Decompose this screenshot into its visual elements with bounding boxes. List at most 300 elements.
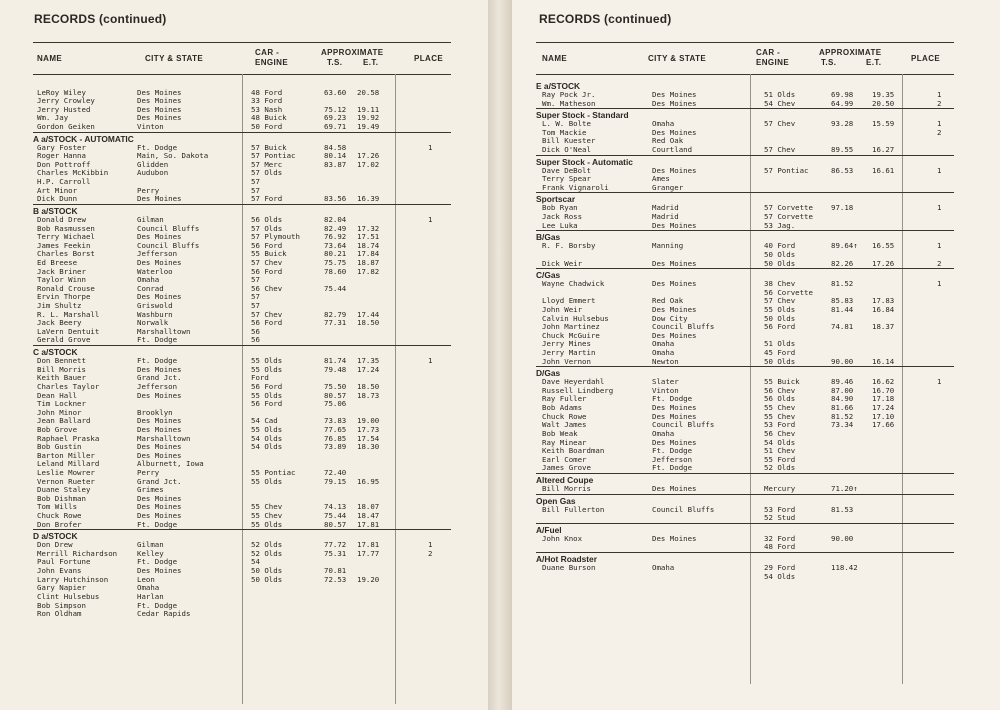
cell-ts: 89.64↑	[831, 241, 858, 251]
cell-city: Des Moines	[137, 292, 182, 302]
cell-city: Madrid	[652, 203, 679, 213]
cell-city: Ft. Dodge	[137, 519, 178, 529]
cell-name: Bob Simpson	[37, 600, 86, 610]
cell-ts: 93.28	[831, 119, 854, 129]
cell-name: Charles McKibbin	[37, 168, 109, 178]
cell-ts: 79.48	[324, 364, 347, 374]
cell-car: 50 Olds	[764, 313, 796, 323]
table-row	[536, 514, 954, 523]
cell-city: Washburn	[137, 309, 173, 319]
table-row	[33, 383, 451, 392]
cell-et: 18.07	[357, 502, 380, 512]
cell-ts: 70.81	[324, 566, 347, 576]
cell-city: Des Moines	[137, 493, 182, 503]
cell-name: Merrill Richardson	[37, 548, 118, 558]
cell-city: Des Moines	[137, 96, 182, 106]
cell-city: Conrad	[137, 283, 164, 293]
record-category	[33, 204, 451, 345]
table-row	[33, 187, 451, 196]
cell-car: 50 Olds	[764, 356, 796, 366]
cell-car: 54 Olds	[251, 433, 283, 443]
cell-name: Wm. Jay	[37, 113, 69, 123]
table-row	[33, 106, 451, 115]
cell-car: 51 Olds	[764, 339, 796, 349]
cell-name: R. L. Marshall	[37, 309, 100, 319]
cell-city: Grimes	[137, 485, 164, 495]
cell-ts: 73.83	[324, 416, 347, 426]
cell-car: 57	[251, 177, 260, 187]
cell-car: 32 Ford	[764, 533, 796, 543]
cell-city: Red Oak	[652, 136, 684, 146]
cell-name: H.P. Carroll	[37, 177, 91, 187]
cell-ts: 80.14	[324, 151, 347, 161]
table-row	[33, 409, 451, 418]
cell-ts: 81.52	[831, 279, 854, 289]
cell-car: 56 Ford	[251, 318, 283, 328]
table-row	[536, 184, 954, 193]
cell-city: Des Moines	[137, 511, 182, 521]
cell-name: Jerry Martin	[542, 348, 596, 358]
cell-et: 16.70	[872, 385, 895, 395]
cell-ts: 87.00	[831, 385, 854, 395]
cell-car: 52 Olds	[251, 548, 283, 558]
cell-ts: 89.46	[831, 377, 854, 387]
table-row	[33, 443, 451, 452]
cell-car: 55 Olds	[251, 390, 283, 400]
cell-name: Donald Drew	[37, 214, 86, 224]
category-label: A/Hot Roadster	[536, 553, 597, 564]
cell-car: 57	[251, 301, 260, 311]
cell-name: LaVern Dentuit	[37, 326, 100, 336]
cell-ts: 72.53	[324, 574, 347, 584]
cell-car: 55 Olds	[251, 476, 283, 486]
table-row	[536, 129, 954, 138]
category-label: E a/STOCK	[536, 81, 581, 91]
table-row	[536, 506, 954, 515]
category-label: Altered Coupe	[536, 474, 594, 485]
cell-car: 57	[251, 292, 260, 302]
cell-ts: 72.40	[324, 467, 347, 477]
table-row	[536, 430, 954, 439]
cell-et: 16.14	[872, 356, 895, 366]
cell-car: 38 Chev	[764, 279, 796, 289]
cell-car: 50 Olds	[251, 566, 283, 576]
table-row	[33, 233, 451, 242]
cell-city: Des Moines	[137, 232, 182, 242]
cell-name: Bob Gustin	[37, 442, 82, 452]
cell-city: Glidden	[137, 159, 169, 169]
cell-city: Des Moines	[652, 98, 697, 108]
cell-et: 19.35	[872, 90, 895, 99]
cell-et: 17.51	[357, 232, 380, 242]
cell-et: 18.74	[357, 240, 380, 250]
cell-name: Chuck Rowe	[542, 411, 587, 421]
cell-car: 29 Ford	[764, 562, 796, 572]
cell-city: Madrid	[652, 212, 679, 222]
cell-city: Jefferson	[652, 454, 693, 464]
cell-car: 52 Olds	[764, 463, 796, 473]
record-category	[536, 523, 954, 552]
cell-car: 56 Ford	[764, 322, 796, 332]
table-row	[33, 311, 451, 320]
cell-name: Tom Wills	[37, 502, 78, 512]
cell-name: Bob Weak	[542, 428, 578, 438]
cell-name: Terry Wichael	[37, 232, 95, 242]
table-row	[33, 469, 451, 478]
cell-ts: 75.12	[324, 104, 347, 114]
table-row	[33, 293, 451, 302]
cell-et: 17.24	[357, 364, 380, 374]
cell-city: Des Moines	[137, 390, 182, 400]
cell-car: 56 Ford	[251, 381, 283, 391]
cell-city: Council Bluffs	[652, 504, 715, 514]
cell-name: Keith Bauer	[37, 373, 86, 383]
table-row	[33, 558, 451, 567]
cell-city: Des Moines	[137, 364, 182, 374]
category-label: B/Gas	[536, 232, 561, 243]
cell-car: 52 Olds	[251, 540, 283, 550]
cell-name: R. F. Borsby	[542, 241, 596, 251]
cell-ts: 73.64	[324, 240, 347, 250]
cell-city: Audubon	[137, 168, 169, 178]
column-header	[33, 42, 451, 75]
category-label: D/Gas	[536, 368, 561, 379]
cell-et: 15.59	[872, 119, 895, 129]
table-row	[33, 144, 451, 153]
records-table	[536, 80, 954, 581]
record-category	[33, 80, 451, 132]
cell-et: 18.87	[357, 257, 380, 267]
header-ts: T.S.	[327, 58, 343, 67]
cell-et: 17.81	[357, 519, 380, 529]
cell-name: Duane Burson	[542, 562, 596, 572]
cell-ts: 82.26	[831, 258, 854, 268]
cell-car: 50 Olds	[764, 258, 796, 268]
cell-car: 56 Olds	[251, 214, 283, 224]
cell-city: Des Moines	[137, 257, 182, 267]
cell-name: Bob Grove	[37, 424, 78, 434]
cell-name: Raphael Praska	[37, 433, 100, 443]
cell-city: Des Moines	[652, 411, 697, 421]
cell-et: 20.58	[357, 87, 380, 97]
cell-name: John Minor	[37, 407, 82, 417]
table-row	[33, 400, 451, 409]
cell-ts: 75.44	[324, 283, 347, 293]
cell-ts: 81.53	[831, 504, 854, 514]
cell-name: John Vernon	[542, 356, 591, 366]
cell-car: 57 Pontiac	[251, 151, 296, 161]
cell-car: 52 Stud	[764, 513, 796, 523]
cell-name: Leslie Mowrer	[37, 467, 95, 477]
category-label: A a/STOCK - AUTOMATIC	[33, 133, 134, 144]
cell-name: Duane Staley	[37, 485, 91, 495]
cell-name: Ray Fuller	[542, 394, 587, 404]
cell-name: Jean Ballard	[37, 416, 91, 426]
record-category	[536, 552, 954, 581]
cell-ts: 76.85	[324, 433, 347, 443]
cell-ts: 90.00	[831, 356, 854, 366]
cell-ts: 69.71	[324, 122, 347, 132]
cell-city: Alburnett, Iowa	[137, 459, 204, 469]
cell-name: Dave DeBolt	[542, 165, 591, 175]
cell-ts: 77.65	[324, 424, 347, 434]
cell-name: Gordon Geiken	[37, 122, 95, 132]
cell-place: 1	[428, 214, 433, 224]
cell-city: Des Moines	[137, 502, 182, 512]
cell-city: Des Moines	[652, 483, 697, 493]
cell-city: Manning	[652, 241, 684, 251]
cell-city: Courtland	[652, 145, 693, 155]
header-approximate: APPROXIMATE	[321, 48, 384, 57]
cell-car: 55 Ford	[764, 454, 796, 464]
cell-car: 54 Olds	[764, 437, 796, 447]
cell-et: 17.81	[357, 540, 380, 550]
table-row	[536, 543, 954, 552]
cell-city: Newton	[652, 356, 679, 366]
cell-ts: 74.13	[324, 502, 347, 512]
cell-car: 50 Olds	[251, 574, 283, 584]
cell-car: 57 Plymouth	[251, 232, 300, 242]
cell-car: 56 Ford	[251, 399, 283, 409]
table-row	[536, 100, 954, 109]
cell-city: Des Moines	[652, 304, 697, 314]
cell-name: Roger Hanna	[37, 151, 86, 161]
cell-city: Waterloo	[137, 266, 173, 276]
header-engine: ENGINE	[756, 58, 790, 67]
cell-et: 16.84	[872, 304, 895, 314]
cell-et: 17.26	[357, 151, 380, 161]
cell-city: Jefferson	[137, 381, 178, 391]
cell-et: 16.55	[872, 241, 895, 251]
cell-car: 56 Chev	[764, 428, 796, 438]
cell-car: 40 Ford	[764, 241, 796, 251]
table-row	[33, 268, 451, 277]
cell-car: 56 Ford	[251, 266, 283, 276]
cell-city: Des Moines	[137, 450, 182, 460]
header-car: CAR -	[255, 48, 280, 57]
cell-ts: 118.42	[831, 562, 858, 572]
cell-ts: 89.55	[831, 145, 854, 155]
cell-name: Jack Beery	[37, 318, 82, 328]
record-category	[536, 192, 954, 230]
cell-car: 54	[251, 557, 260, 567]
cell-car: Mercury	[764, 483, 796, 493]
header-place: PLACE	[414, 54, 444, 63]
record-category	[536, 268, 954, 366]
cell-name: Dick Dunn	[37, 194, 78, 204]
cell-car: 53 Nash	[251, 104, 283, 114]
record-category	[536, 80, 954, 108]
cell-city: Des Moines	[137, 194, 182, 204]
cell-et: 18.37	[872, 322, 895, 332]
cell-place: 1	[937, 203, 942, 213]
cell-car: 55 Chev	[764, 411, 796, 421]
cell-et: 19.49	[357, 122, 380, 132]
category-label: Open Gas	[536, 495, 576, 506]
left-page	[0, 0, 488, 710]
cell-city: Grand Jct.	[137, 373, 182, 383]
cell-car: 57 Corvette	[764, 212, 813, 222]
cell-car: 57 Chev	[764, 119, 796, 129]
table-row	[33, 460, 451, 469]
cell-ts: 82.79	[324, 309, 347, 319]
cell-city: Vinton	[137, 122, 164, 132]
cell-name: Gary Napier	[37, 583, 86, 593]
cell-name: Dick O'Neal	[542, 145, 591, 155]
cell-city: Des Moines	[652, 165, 697, 175]
cell-ts: 82.04	[324, 214, 347, 224]
cell-et: 19.00	[357, 416, 380, 426]
table-row	[33, 512, 451, 521]
cell-name: Dean Hall	[37, 390, 78, 400]
cell-place: 1	[428, 540, 433, 550]
table-row	[536, 120, 954, 129]
cell-city: Granger	[652, 182, 684, 192]
cell-city: Ft. Dodge	[137, 557, 178, 567]
table-row	[33, 242, 451, 251]
cell-ts: 63.60	[324, 87, 347, 97]
cell-name: Jack Briner	[37, 266, 86, 276]
cell-name: Chuck Rowe	[37, 511, 82, 521]
cell-city: Omaha	[652, 428, 675, 438]
cell-ts: 64.99	[831, 98, 854, 108]
cell-ts: 75.44	[324, 511, 347, 521]
table-row	[536, 456, 954, 465]
cell-name: Calvin Hulsebus	[542, 313, 609, 323]
cell-city: Slater	[652, 377, 679, 387]
cell-car: 57	[251, 275, 260, 285]
cell-city: Vinton	[652, 385, 679, 395]
cell-ts: 77.72	[324, 540, 347, 550]
cell-city: Brooklyn	[137, 407, 173, 417]
table-row	[33, 216, 451, 225]
table-row	[33, 178, 451, 187]
cell-city: Gilman	[137, 214, 164, 224]
category-label: C/Gas	[536, 270, 561, 281]
cell-car: 57 Ford	[251, 194, 283, 204]
table-row	[33, 366, 451, 375]
cell-name: Frank Vignaroli	[542, 182, 609, 192]
cell-car: 48 Ford	[251, 87, 283, 97]
category-label: Super Stock - Standard	[536, 110, 629, 121]
cell-name: Keith Boardman	[542, 446, 605, 456]
header-ts: T.S.	[821, 58, 837, 67]
cell-city: Omaha	[652, 339, 675, 349]
table-row	[33, 602, 451, 611]
cell-name: Jerry Mines	[542, 339, 591, 349]
cell-name: Bill Morris	[37, 364, 86, 374]
cell-et: 17.82	[357, 266, 380, 276]
cell-et: 17.10	[872, 411, 895, 421]
cell-place: 2	[937, 127, 942, 137]
cell-ts: 74.81	[831, 322, 854, 332]
cell-et: 16.39	[357, 194, 380, 204]
cell-name: Ed Breese	[37, 257, 78, 267]
header-engine: ENGINE	[255, 58, 289, 67]
record-category	[33, 345, 451, 529]
cell-car: 56	[251, 335, 260, 345]
cell-car: 55 Chev	[764, 403, 796, 413]
cell-et: 17.77	[357, 548, 380, 558]
cell-name: Earl Comer	[542, 454, 587, 464]
table-row	[536, 167, 954, 176]
cell-car: 55 Chev	[251, 511, 283, 521]
cell-name: John Martinez	[542, 322, 600, 332]
cell-car: 51 Chev	[764, 446, 796, 456]
table-row	[33, 593, 451, 602]
table-row	[33, 357, 451, 366]
cell-name: Don Drew	[37, 540, 73, 550]
cell-et: 17.83	[872, 296, 895, 306]
cell-name: Gary Foster	[37, 142, 86, 152]
table-row	[33, 89, 451, 98]
cell-name: Lloyd Emmert	[542, 296, 596, 306]
cell-city: Ft. Dodge	[137, 356, 178, 366]
cell-name: Bob Adams	[542, 403, 583, 413]
cell-car: 53 Ford	[764, 420, 796, 430]
cell-ts: 81.44	[831, 304, 854, 314]
cell-et: 18.73	[357, 390, 380, 400]
cell-city: Des Moines	[137, 442, 182, 452]
cell-car: 56 Ford	[251, 240, 283, 250]
cell-name: Chuck McGuire	[542, 330, 600, 340]
table-row	[536, 332, 954, 341]
header-place: PLACE	[911, 54, 941, 63]
cell-city: Council Bluffs	[652, 420, 715, 430]
cell-car: 57	[251, 185, 260, 195]
cell-car: 57 Olds	[251, 168, 283, 178]
cell-car: 56 Chev	[764, 385, 796, 395]
cell-name: Russell Lindberg	[542, 385, 614, 395]
cell-name: Leland Millard	[37, 459, 100, 469]
table-row	[33, 435, 451, 444]
cell-city: Ft. Dodge	[137, 600, 178, 610]
cell-city: Leon	[137, 574, 155, 584]
cell-place: 1	[428, 356, 433, 366]
cell-city: Ames	[652, 174, 670, 184]
cell-et: 17.54	[357, 433, 380, 443]
cell-et: 16.61	[872, 165, 895, 175]
table-row	[33, 550, 451, 559]
table-row	[536, 204, 954, 213]
table-row	[33, 521, 451, 530]
cell-place: 1	[937, 90, 942, 99]
cell-city: Kelley	[137, 548, 164, 558]
cell-place: 1	[937, 165, 942, 175]
cell-car: 57 Olds	[251, 223, 283, 233]
category-label: B a/STOCK	[33, 205, 78, 216]
header-et: E.T.	[363, 58, 379, 67]
table-row	[536, 535, 954, 544]
cell-name: Ron Oldham	[37, 609, 82, 619]
cell-ts: 73.89	[324, 442, 347, 452]
cell-ts: 80.57	[324, 519, 347, 529]
cell-city: Council Bluffs	[652, 322, 715, 332]
table-row	[33, 123, 451, 132]
table-row	[33, 503, 451, 512]
cell-city: Marshalltown	[137, 326, 191, 336]
cell-name: Don Pottroff	[37, 159, 91, 169]
cell-car: 53 Jag.	[764, 220, 796, 230]
table-row	[536, 447, 954, 456]
cell-city: Des Moines	[137, 416, 182, 426]
cell-ts: 79.15	[324, 476, 347, 486]
cell-car: 56 Corvette	[764, 287, 813, 297]
header-name: NAME	[37, 54, 63, 63]
cell-city: Omaha	[652, 562, 675, 572]
cell-name: Charles Borst	[37, 249, 95, 259]
table-row	[536, 564, 954, 573]
